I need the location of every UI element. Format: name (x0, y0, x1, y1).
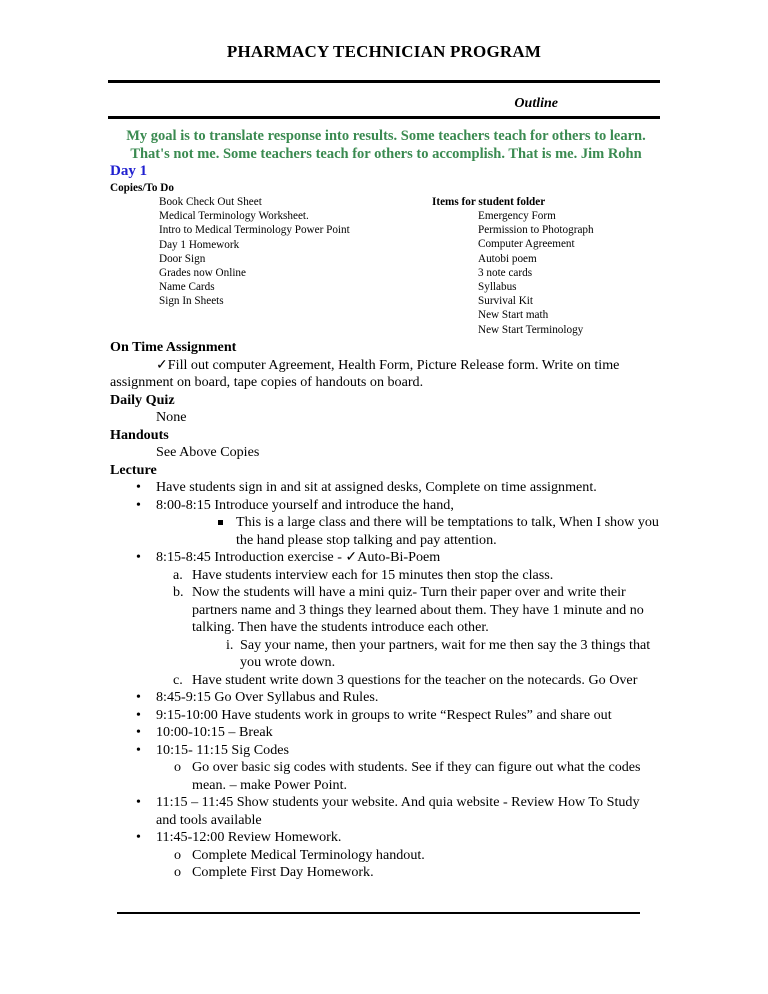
lecture-subitem: o Go over basic sig codes with students. See if they can figure out what the codes mean. – make Power Point. (110, 759, 662, 794)
footer-divider (117, 912, 640, 914)
list-item: New Start math (478, 309, 549, 322)
item-label: b. (173, 584, 184, 600)
list-item: Day 1 Homework (159, 238, 240, 251)
lecture-item: • 9:15-10:00 Have students work in groups to write “Respect Rules” and share out (110, 707, 662, 725)
quote: My goal is to translate response into results. Some teachers teach for others to learn. That's not me. Some teachers teach for others to accomplish. That is me. Jim Rohn (126, 128, 646, 162)
lecture-subitem: This is a large class and there will be temptations to talk, When I show you the hand please stop talking and pay attention. (110, 514, 662, 549)
item-label: i. (226, 636, 234, 653)
lecture-item: • Have students sign in and sit at assigned desks, Complete on time assignment. (110, 479, 662, 497)
main-content (110, 339, 662, 882)
lecture-subitem (110, 672, 662, 690)
lecture-list-cont (110, 549, 662, 567)
lecture-heading: Lecture (110, 461, 157, 478)
daily-quiz-text: None (156, 409, 187, 425)
lecture-subitem: o Complete Medical Terminology handout. (110, 847, 662, 865)
handouts-text: See Above Copies (156, 444, 260, 460)
list-item: Computer Agreement (478, 238, 575, 251)
lecture-item: • 10:15- 11:15 Sig Codes (110, 742, 662, 760)
list-item: Medical Terminology Worksheet. (159, 210, 309, 223)
lecture-subitem (110, 567, 662, 585)
list-item: Door Sign (159, 252, 206, 265)
outline-label: Outline (514, 96, 558, 111)
list-item: New Start Terminology (478, 323, 584, 336)
copies-list (159, 195, 350, 309)
item-label: c. (173, 671, 183, 688)
lecture-subitem (110, 584, 662, 637)
lecture-item: • 10:00-10:15 – Break (110, 724, 662, 742)
lecture-item: • 8:45-9:15 Go Over Syllabus and Rules. (110, 689, 662, 707)
on-time-heading: On Time Assignment (110, 339, 237, 355)
copies-heading: Copies/To Do (110, 182, 174, 194)
list-item: Book Check Out Sheet (159, 196, 262, 208)
item-text: Have student write down 3 questions for the teacher on the notecards. Go Over (192, 671, 638, 688)
on-time-text: ✓Fill out computer Agreement, Health Form, Picture Release form. Write on time assignment on board, tape copies of handouts on board. (110, 356, 620, 390)
lecture-list (110, 479, 662, 514)
page-title: PHARMACY TECHNICIAN PROGRAM (226, 42, 542, 61)
list-item: 3 note cards (478, 266, 533, 279)
outline-divider (108, 116, 660, 119)
list-item: Autobi poem (478, 252, 537, 265)
title-divider (108, 80, 660, 83)
list-item: Syllabus (478, 281, 517, 294)
lecture-item: • 8:15-8:45 Introduction exercise - ✓Auto-Bi-Poem (110, 549, 662, 567)
lecture-list-cont3 (110, 794, 662, 847)
lecture-subitem: o Complete First Day Homework. (110, 864, 662, 882)
day-heading: Day 1 (110, 163, 148, 179)
lecture-item-text: 8:00-8:15 Introduce yourself and introduce the hand, (156, 496, 454, 513)
folder-list (478, 209, 594, 337)
item-label: a. (173, 566, 183, 583)
list-item: Name Cards (159, 281, 215, 294)
list-item: Intro to Medical Terminology Power Point (159, 224, 350, 237)
lecture-list-cont2 (110, 689, 662, 759)
item-text: Have students interview each for 15 minutes then stop the class. (192, 566, 554, 583)
lecture-item: • 11:15 – 11:45 Show students your website. And quia website - Review How To Study and tools available (110, 794, 662, 829)
list-item: Grades now Online (159, 267, 246, 280)
lecture-item (110, 497, 662, 515)
daily-quiz-heading: Daily Quiz (110, 391, 175, 408)
item-text: Now the students will have a mini quiz- Turn their paper over and write their partners name and 3 things they learned about them. They have 1 minute and no talking. Then have the students introduce each other. (192, 584, 644, 635)
list-item: Permission to Photograph (478, 224, 594, 237)
lecture-item: • 11:45-12:00 Review Homework. (110, 829, 662, 847)
item-text: Say your name, then your partners, wait for me then say the 3 things that you wrote down. (240, 636, 651, 670)
list-item: Sign In Sheets (159, 295, 224, 308)
list-item: Survival Kit (478, 295, 534, 308)
folder-heading: Items for student folder (432, 196, 546, 208)
list-item: Emergency Form (478, 210, 556, 222)
lecture-subsubitem (110, 637, 662, 672)
handouts-heading: Handouts (110, 426, 169, 443)
